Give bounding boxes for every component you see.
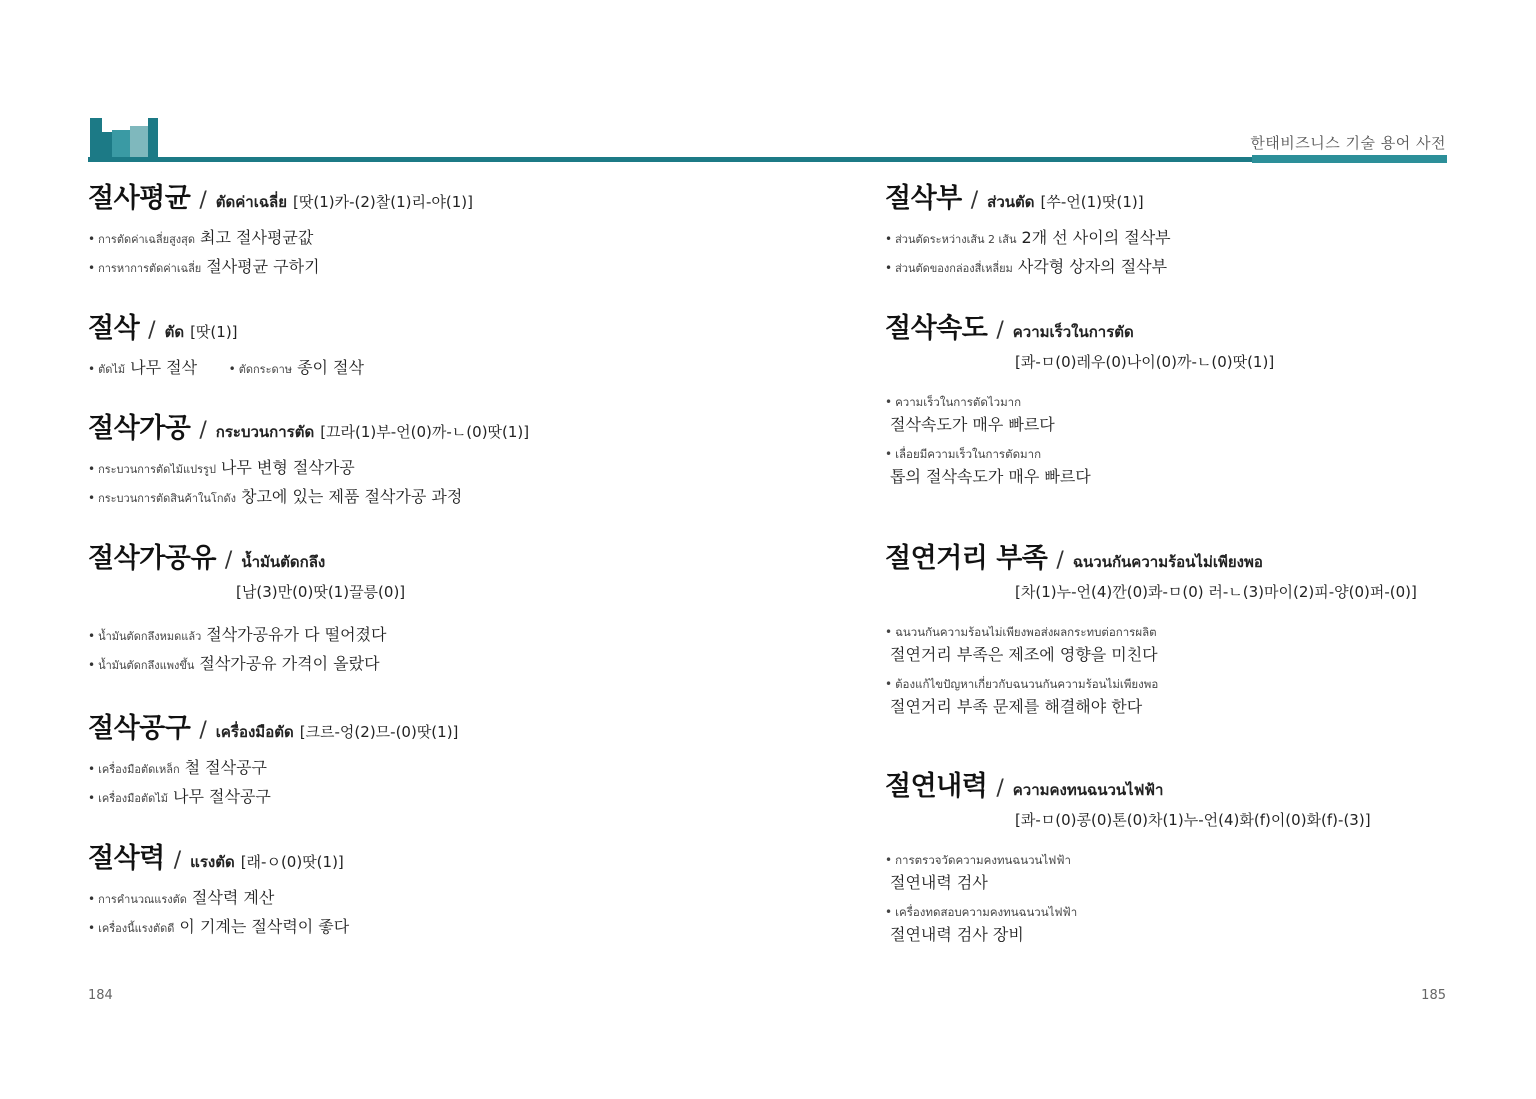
entry-term: 절삭가공 <box>88 413 191 444</box>
example-line: • เครื่องมือตัดเหล็ก 철 절삭공구 <box>88 758 268 777</box>
entry-thai: เครื่องมือตัด <box>215 723 294 741</box>
example-thai: • ความเร็วในการตัดไวมาก <box>885 395 1022 409</box>
dictionary-entry <box>88 536 405 678</box>
example-line: • การหาการตัดค่าเฉลี่ย 절사평균 구하기 <box>88 257 320 276</box>
separator: / <box>1056 548 1064 573</box>
example-line: • น้ำมันตัดกลึงแพงขึ้น 절삭가공유 가격이 올랐다 <box>88 654 380 673</box>
separator: / <box>148 318 156 343</box>
entry-term: 절삭력 <box>88 843 165 874</box>
entry-thai: ตัดค่าเฉลี่ย <box>215 193 288 211</box>
dictionary-entry <box>885 536 1417 724</box>
entry-pronunciation: [차(1)누-언(4)깐(0)콰-ㅁ(0) 러-ㄴ(3)마이(2)피-양(0)퍼-(0)] <box>1015 583 1417 601</box>
entry-thai: ความคงทนฉนวนไฟฟ้า <box>1012 781 1164 799</box>
example-korean: 절삭속도가 매우 빠르다 <box>890 415 1055 434</box>
example-korean: 절연내력 검사 장비 <box>890 925 1024 944</box>
header-rule-accent <box>1252 155 1447 163</box>
header-rule <box>88 157 1447 162</box>
dictionary-entry <box>88 176 473 281</box>
entry-term: 절삭 <box>88 313 140 344</box>
separator: / <box>173 848 182 873</box>
example-korean: 절연거리 부족은 제조에 영향을 미친다 <box>890 645 1158 664</box>
example-thai: • ฉนวนกันความร้อนไม่เพียงพอส่งผลกระทบต่อการผลิต <box>885 625 1157 639</box>
entry-thai: กระบวนการตัด <box>215 423 315 441</box>
entry-pronunciation: [래-ㅇ(0)땃(1)] <box>240 853 344 871</box>
dictionary-entry <box>885 176 1171 281</box>
example-line: • เครื่องนี้แรงตัดดี 이 기계는 절삭력이 좋다 <box>88 917 350 936</box>
entry-pronunciation: [쑤-언(1)땃(1)] <box>1040 193 1144 211</box>
entry-thai: ส่วนตัด <box>987 193 1035 211</box>
entry-thai: แรงตัด <box>190 853 235 871</box>
entry-thai: น้ำมันตัดกลึง <box>241 553 326 571</box>
example-thai: • เลื่อยมีความเร็วในการตัดมาก <box>885 447 1042 461</box>
entry-term: 절연내력 <box>885 771 988 802</box>
example-line: • กระบวนการตัดไม้แปรรูป 나무 변형 절삭가공 <box>88 458 355 477</box>
example-line: • ส่วนตัดของกล่องสี่เหลี่ยม 사각형 상자의 절삭부 <box>885 257 1168 276</box>
entry-thai: ตัด <box>164 323 185 341</box>
entry-term: 절삭공구 <box>88 713 191 744</box>
page-number-right: 185 <box>1421 988 1446 1003</box>
entry-pronunciation: [땃(1)카-(2)찰(1)리-야(1)] <box>293 193 473 211</box>
entry-pronunciation: [땃(1)] <box>190 323 238 341</box>
entry-term: 절삭가공유 <box>88 543 216 574</box>
separator: / <box>224 548 233 573</box>
entry-term: 절사평균 <box>88 183 191 214</box>
entry-thai: ความเร็วในการตัด <box>1012 323 1134 341</box>
separator: / <box>199 188 207 213</box>
entry-pronunciation: [남(3)만(0)땃(1)끌릉(0)] <box>236 583 406 601</box>
example-line: • ตัดไม้ 나무 절삭 • ตัดกระดาษ 종이 절삭 <box>88 358 364 377</box>
entry-pronunciation: [콰-ㅁ(0)콩(0)톤(0)차(1)누-언(4)화(f)이(0)화(f)-(3)] <box>1015 811 1371 829</box>
separator: / <box>199 418 207 443</box>
example-line: • การตัดค่าเฉลี่ยสูงสุด 최고 절사평균값 <box>88 228 314 247</box>
entry-term: 절삭속도 <box>885 313 988 344</box>
example-korean: 절연내력 검사 <box>890 873 988 892</box>
entry-pronunciation: [콰-ㅁ(0)레우(0)나이(0)까-ㄴ(0)땃(1)] <box>1015 353 1275 371</box>
example-thai: • เครื่องทดสอบความคงทนฉนวนไฟฟ้า <box>885 905 1078 919</box>
separator: / <box>996 318 1004 343</box>
separator: / <box>199 718 207 743</box>
example-line: • น้ำมันตัดกลึงหมดแล้ว 절삭가공유가 다 떨어졌다 <box>88 625 387 644</box>
dictionary-entry <box>88 306 364 382</box>
separator: / <box>996 776 1004 801</box>
example-line: • การคำนวณแรงตัด 절삭력 계산 <box>88 888 275 907</box>
page-number-left: 184 <box>88 988 113 1003</box>
entry-pronunciation: [끄라(1)부-언(0)까-ㄴ(0)땃(1)] <box>320 423 530 441</box>
entry-pronunciation: [크르-엉(2)므-(0)땃(1)] <box>299 723 459 741</box>
dictionary-entry <box>885 764 1371 952</box>
example-korean: 절연거리 부족 문제를 해결해야 한다 <box>890 697 1143 716</box>
dictionary-entry <box>88 836 349 941</box>
example-korean: 톱의 절삭속도가 매우 빠르다 <box>890 467 1091 486</box>
example-line: • ส่วนตัดระหว่างเส้น 2 เส้น 2개 선 사이의 절삭부 <box>885 228 1171 247</box>
example-line: • กระบวนการตัดสินค้าในโกดัง 창고에 있는 제품 절삭가공 과정 <box>88 487 463 506</box>
example-line: • เครื่องมือตัดไม้ 나무 절삭공구 <box>88 787 271 806</box>
separator: / <box>970 188 979 213</box>
entry-term: 절삭부 <box>885 183 962 214</box>
example-thai: • การตรวจวัดความคงทนฉนวนไฟฟ้า <box>885 853 1071 867</box>
example-thai: • ต้องแก้ไขปัญหาเกี่ยวกับฉนวนกันความร้อนไม่เพียงพอ <box>885 677 1159 691</box>
dictionary-entry <box>88 406 529 511</box>
entry-term: 절연거리 부족 <box>885 543 1048 574</box>
dictionary-entry <box>88 706 458 811</box>
dictionary-entry <box>885 306 1274 494</box>
entry-thai: ฉนวนกันความร้อนไม่เพียงพอ <box>1072 553 1263 571</box>
book-logo <box>88 118 160 162</box>
book-title: 한태비즈니스 기술 용어 사전 <box>1250 134 1446 152</box>
